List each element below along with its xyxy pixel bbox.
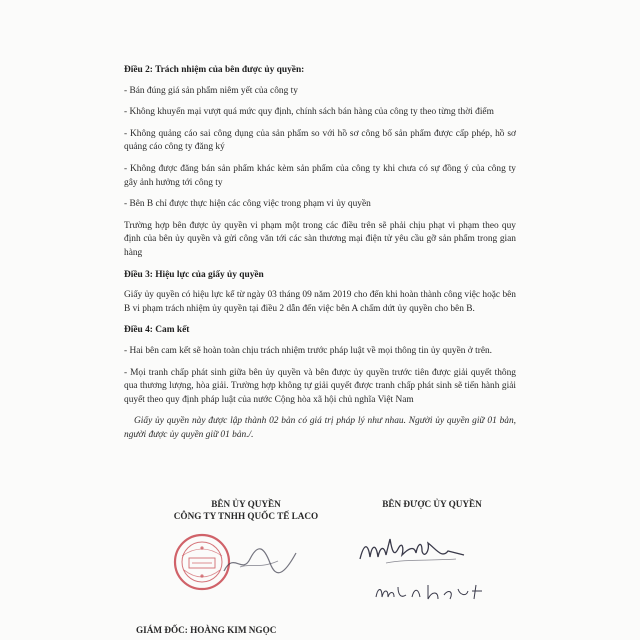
grantor-director: GIÁM ĐỐC: HOÀNG KIM NGỌC bbox=[136, 625, 277, 635]
article-2-item: - Không được đăng bán sản phẩm khác kèm sản phẩm của công ty khi chưa có sự đồng ý của công ty gây ảnh hưởng tới công ty bbox=[124, 163, 516, 188]
article-2-heading: Điều 2: Trách nhiệm của bên được ủy quyền: bbox=[124, 65, 305, 75]
grantee-signature-icon bbox=[356, 529, 466, 569]
signature-block bbox=[124, 499, 524, 639]
article-3-heading: Điều 3: Hiệu lực của giấy ủy quyền bbox=[124, 269, 264, 280]
article-4-item: - Mọi tranh chấp phát sinh giữa bên ủy quyền và bên được ủy quyền trước tiên được giải quyết thông qua thương lượng, hòa giải. Trường hợp không tự giải quyết được tranh chấp phát sinh sẽ tiến hành giải quyết theo quy định pháp luật của nước Cộng hòa xã hội chủ nghĩa Việt Nam bbox=[124, 367, 516, 405]
article-2-violation: Trường hợp bên được ủy quyền vi phạm một trong các điều trên sẽ phải chịu phạt vi phạm theo quy định của bên ủy quyền và gửi công văn tới các sàn thương mại điện tử yêu cầu gỡ sản phẩm trong gian hàng bbox=[124, 220, 516, 258]
article-4-heading: Điều 4: Cam kết bbox=[124, 325, 190, 336]
article-3-text: Giấy ủy quyền có hiệu lực kể từ ngày 03 tháng 09 năm 2019 cho đến khi hoàn thành công việc hoặc bên B vi phạm trách nhiệm ủy quyền tại điều 2 dẫn đến việc bên A chấm dứt ủy quyền cho bên B. bbox=[124, 290, 516, 314]
grantor-signature-icon bbox=[220, 541, 300, 581]
grantee-handwritten-name-icon bbox=[372, 581, 492, 605]
article-2-item: - Không khuyến mại vượt quá mức quy định, chính sách bán hàng của công ty theo từng thời điểm bbox=[124, 107, 494, 118]
article-2-item: - Bên B chỉ được thực hiện các công việc trong phạm vi ủy quyền bbox=[124, 199, 371, 210]
article-2-item: - Không quảng cáo sai công dụng của sản phẩm so với hồ sơ công bố sản phẩm được cấp phép, hồ sơ quảng cáo công ty đăng ký bbox=[124, 128, 516, 153]
copies-note: Giấy ủy quyền này được lập thành 02 bản có giá trị pháp lý như nhau. Người ủy quyền giữ 01 bản, người được ủy quyền giữ 01 bản./. bbox=[124, 416, 516, 440]
grantor-title: BÊN ỦY QUYỀN bbox=[211, 499, 281, 509]
document-body bbox=[124, 64, 516, 448]
article-2-item: - Bán đúng giá sản phẩm niêm yết của công ty bbox=[124, 85, 298, 96]
grantor-company: CÔNG TY TNHH QUỐC TẾ LACO bbox=[173, 511, 319, 521]
article-4-item: - Hai bên cam kết sẽ hoàn toàn chịu trách nhiệm trước pháp luật về mọi thông tin ủy quyền ở trên. bbox=[124, 345, 493, 356]
grantee-title: BÊN ĐƯỢC ỦY QUYỀN bbox=[382, 499, 482, 509]
